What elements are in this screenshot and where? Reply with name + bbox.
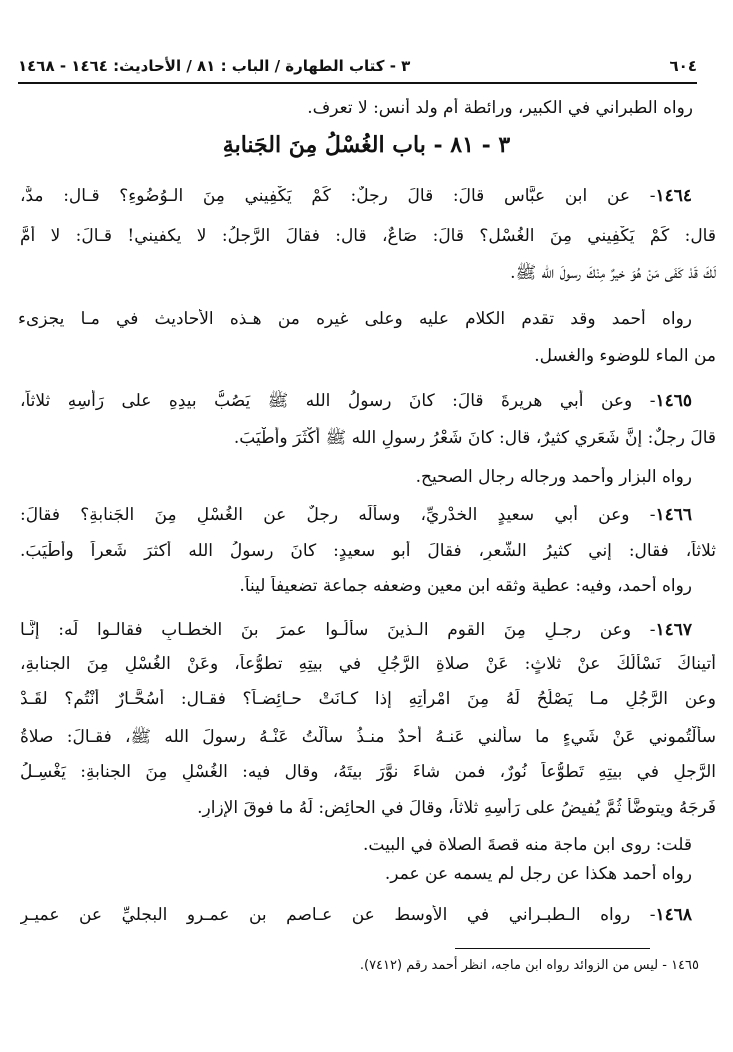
- footnote-divider: [455, 948, 650, 949]
- hadith-1467-line-3: وعنِ الرَّجُلِ مـا يَصْلُحُ لَهُ مِنَ امْرأتِهِ إذا كـانَتْ حـائِضـاً؟ فقـال: أَسُحَّـارٌ أنْتُم؟ لقَـدْ: [20, 689, 716, 709]
- header-rule: [18, 82, 697, 84]
- hadith-text: - وعن رجـلٍ مِنَ القومِ الـذينَ سألُـوا عمرَ بنَ الخطـابِ فقالـوا لَه: إنَّـا: [20, 620, 656, 640]
- hadith-1465-line-1: [20, 390, 692, 415]
- footnote: ١٤٦٥ - ليس من الزوائد رواه ابن ماجه، انظر أحمد رقم (٧٤١٢).: [359, 958, 699, 973]
- hadith-1464-line-1: [20, 186, 692, 206]
- hadith-1464-commentary-1: رواه أحمد وقد تقدم الكلام عليه وعلى غيره من هـذه الأحاديث في مـا يجزىء: [18, 309, 692, 329]
- running-title: ٣ - كتاب الطهارة / الباب : ٨١ / الأحاديث: ١٤٦٤ - ١٤٦٨: [18, 57, 411, 75]
- hadith-1467-line-4: سألْتُموني عَنْ شَيءٍ ما سألني عَنـهُ أحدٌ منـذُ سألْتُ عَنْـهُ رسولَ الله ﷺ، فقـالَ: صلاةُ: [20, 727, 716, 747]
- hadith-text: - وعن أبي هريرةَ قالَ: كانَ رسولُ الله ﷺ يَصُبُّ بيدِهِ على رَأْسِهِ ثلاثاً،: [20, 391, 656, 411]
- hadith-1467-line-2: أتيناكَ نَسْأَلُكَ عنْ ثلاثٍ: عَنْ صلاةِ الرَّجُلِ في بيتِهِ تطوُّعاً، وعَنْ الغُسْلِ مِنَ الجنابةِ،: [20, 654, 716, 674]
- hadith-1468-line-1: [20, 905, 692, 925]
- hadith-1467-line-5: الرَّجلِ في بيتِهِ تَطوُّعاً نُورٌ، فمن شاءَ نوَّرَ بيتَهُ، وقال فيه: الغُسْلِ مِنَ الجنابةِ: يَغْسِـلُ: [20, 762, 716, 782]
- hadith-number: ١٤٦٨: [655, 905, 692, 925]
- hadith-1464-line-3: لَكَ قَدْ كَفَى مَنْ هُوَ خيرٌ مِنْكَ رسولَ الله ﷺ.: [510, 263, 716, 283]
- hadith-number: ١٤٦٥: [655, 391, 692, 411]
- hadith-text: - عن ابنِ عبَّاسٍ قالَ: قالَ رجلٌ: كَمْ يَكْفِيني مِنَ الـوُضُوءِ؟ قـال: مدٌّ،: [20, 186, 656, 206]
- running-header: [18, 48, 697, 84]
- hadith-1466-line-2: ثلاثاً، فقال: إني كثيرُ الشَّعرِ، فقالَ أبو سعيدٍ: كانَ رسولُ الله أكثرَ شَعراً وأطْيَبَ.: [20, 541, 716, 561]
- page-number: ٦٠٤: [669, 57, 697, 75]
- hadith-1467-source: رواه أحمد هكذا عن رجل لم يسمه عن عمر.: [384, 864, 692, 884]
- hadith-1465-source: رواه البزار وأحمد ورجاله رجال الصحيح.: [415, 467, 692, 487]
- hadith-1467-line-6: فَرجَهُ ويتوضَّأُ ثُمَّ يُفيضُ على رَأْسِهِ ثلاثاً، وقالَ في الحائِضِ: لَهُ ما فوقَ الإزارِ.: [197, 798, 716, 818]
- hadith-text: - وعن أبي سعيدٍ الخدْريِّ، وسأَلَه رجلٌ عنِ الغُسْلِ مِنَ الجَنابةِ؟ فقالَ:: [20, 505, 656, 525]
- hadith-1467-line-1: [20, 620, 692, 640]
- hadith-1466-source: رواه أحمد، وفيه: عطية وثقه ابن معين وضعفه جماعة تضعيفاً ليناً.: [239, 576, 692, 596]
- hadith-1466-line-1: [20, 505, 692, 525]
- chapter-title: ٣ - ٨١ - باب الغُسْلُ مِنَ الجَنابةِ: [222, 132, 511, 158]
- hadith-1464-line-2: قال: كَمْ يَكْفِيني مِنَ الغُسْل؟ قالَ: صَاعٌ، قال: فقالَ الرَّجلُ: لا يكفيني! قـالَ: لا أُمَّ: [20, 226, 716, 246]
- hadith-text: - رواه الـطبـراني في الأوسط عن عـاصم بن عمـرو البجليِّ عن عميـرٍ: [20, 905, 656, 925]
- hadith-1464-commentary-2: من الماء للوضوء والغسل.: [534, 346, 716, 366]
- hadith-number: ١٤٦٤: [655, 186, 692, 206]
- hadith-number: ١٤٦٧: [655, 620, 692, 640]
- intro-line: رواه الطبراني في الكبير، ورائطة أم ولد أنس: لا تعرف.: [307, 98, 693, 118]
- hadith-number: ١٤٦٦: [655, 505, 692, 525]
- hadith-1465-line-2: قالَ رجلٌ: إنَّ شَعَري كثيرٌ، قال: كانَ شَعْرُ رسولِ الله ﷺ أكْثَرَ وأطْيَبَ.: [233, 428, 716, 448]
- hadith-1467-note: قلت: روى ابن ماجة منه قصةَ الصلاة في البيت.: [362, 835, 692, 855]
